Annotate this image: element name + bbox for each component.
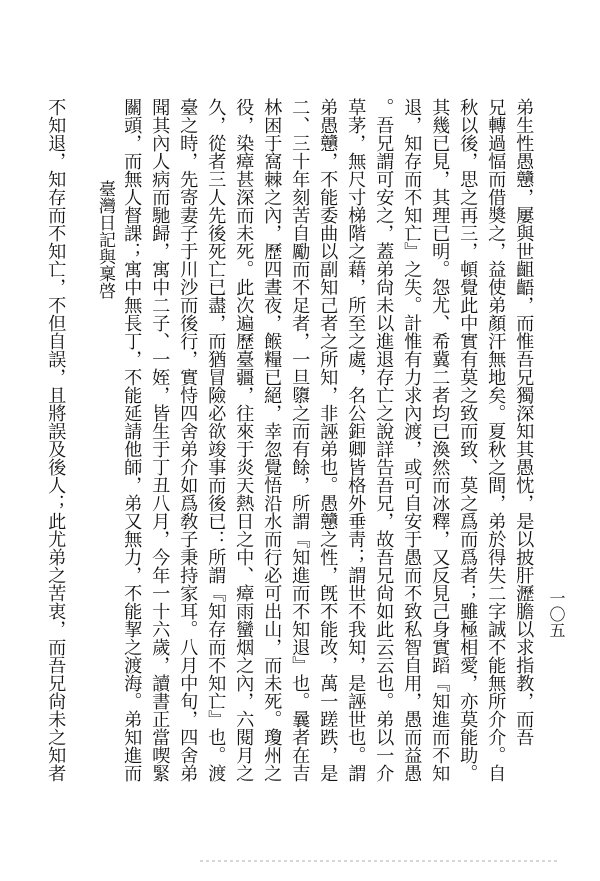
text-column-15: 關頭，而無人督課；寓中無長丁，不能延請他師，弟又無力，不能挈之渡海。弟知進而 <box>121 98 143 782</box>
text-column-7: 草茅，無尺寸梯階之藉，所至之處，名公鉅卿皆格外垂靑；謂世不我知，是誣世也。謂 <box>345 98 367 782</box>
page-number: 一〇五 <box>547 590 566 638</box>
text-column-11: 役，染瘴甚深而未死。此次遍歷臺疆，往來于炎天熱日之中、瘴雨蠻烟之內，六閱月之 <box>233 98 255 782</box>
text-column-9: 二、三十年刻苦自勵而不足者，一旦隳之而有餘，所謂『知進而不知退』也。曩者在吉 <box>289 98 311 782</box>
text-column-13: 臺之時，先寄妻子于川沙而後行，實恃四舍弟介如爲敎子秉持家耳。八月中旬，四舍弟 <box>177 98 199 782</box>
text-column-16: 不知退，知存而不知亡，不但自誤，且將誤及後人；此尤弟之苦衷，而吾兄尙未之知者 <box>45 98 67 782</box>
text-column-1: 弟生性愚戇，屢與世齟齬，而惟吾兄獨深知其愚忱，是以披肝瀝膽以求指教，而吾 <box>513 98 535 746</box>
text-column-8: 弟愚戇，不能委曲以副知己者之所知，非誣弟也。愚戇之性，旣不能改，萬一蹉跌，是 <box>317 98 339 782</box>
text-column-2: 兄轉過愊而借奬之，益使弟顏汗無地矣。夏秋之間，弟於得失二字誠不能無所介介。自 <box>485 98 507 782</box>
text-column-12: 久，從者三人先後死亡已盡，而猶冒險必欲竣事而後已：所謂『知存而不知亡』也。渡 <box>205 98 227 782</box>
text-column-3: 秋以後，思之再三，頓覺此中實有莫之致而致、莫之爲而爲者；雖極相愛，亦莫能助。 <box>457 98 479 782</box>
text-column-5: 退，知存而不知亡』之失。計惟有力求內渡，或可自安于愚而不致私智自用，愚而益愚 <box>401 98 423 782</box>
scan-edge-artifact <box>200 860 560 862</box>
text-column-10: 林困于窩棘之內，歷四晝夜，餱糧已絕，幸忽覺悟沿水而行必可出山，而未死。瓊州之 <box>261 98 283 782</box>
text-column-14: 聞其內人病而馳歸，寓中二子、一姪，皆生于丁丑八月，今年一十六歲，讀書正當喫緊 <box>149 98 171 782</box>
text-column-4: 其幾已見，其理已明。怨尤、希冀二者均已渙然而冰釋，又反見己身實蹈『知進而不知 <box>429 98 451 782</box>
running-header: 臺灣日記與稟啓 <box>95 180 115 299</box>
text-column-6: 。吾兄謂可安之，蓋弟尙未以進退存亡之說詳告吾兄，故吾兄尙如此云云也。弟以一介 <box>373 98 395 782</box>
